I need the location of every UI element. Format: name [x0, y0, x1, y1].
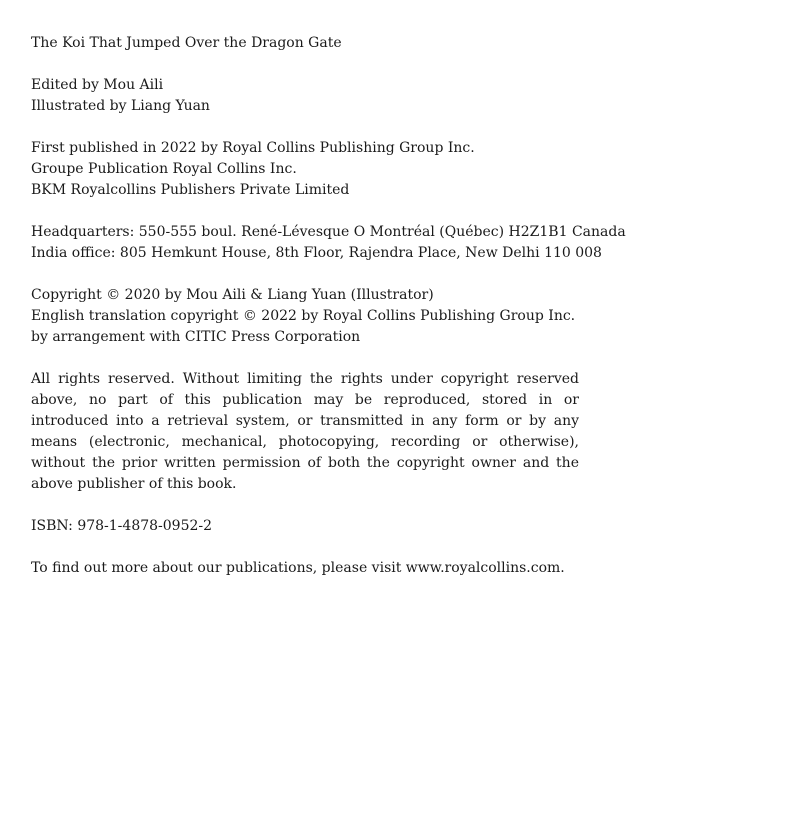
- credits-block: [31, 75, 579, 117]
- copyright-translation: English translation copyright © 2022 by Royal Collins Publishing Group Inc.: [31, 308, 576, 324]
- book-title: The Koi That Jumped Over the Dragon Gate: [31, 35, 342, 51]
- bkm-publisher-line: BKM Royalcollins Publishers Private Limited: [31, 182, 350, 198]
- copyright-block: [31, 285, 579, 348]
- more-info-line: To find out more about our publications, please visit www.royalcollins.com.: [31, 560, 565, 576]
- editor-credit: Edited by Mou Aili: [31, 77, 164, 93]
- copyright-page: [31, 33, 626, 600]
- headquarters-address: Headquarters: 550-555 boul. René-Lévesque O Montréal (Québec) H2Z1B1 Canada: [31, 224, 626, 240]
- rights-statement: All rights reserved. Without limiting the rights under copyright reserved above, no part of this publication may be reproduced, stored in or introduced into a retrieval system, or transmitted in any form or by any means (electronic, mechanical, photocopying, recording or otherwise), without the prior written permission of both the copyright owner and the above publisher of this book.: [31, 371, 579, 492]
- illustrator-credit: Illustrated by Liang Yuan: [31, 98, 210, 114]
- first-published-line: First published in 2022 by Royal Collins Publishing Group Inc.: [31, 140, 475, 156]
- more-info-block: [31, 558, 579, 579]
- isbn-block: [31, 516, 579, 537]
- isbn-line: ISBN: 978-1-4878-0952-2: [31, 518, 213, 534]
- groupe-publication-line: Groupe Publication Royal Collins Inc.: [31, 161, 297, 177]
- copyright-arrangement: by arrangement with CITIC Press Corporation: [31, 329, 361, 345]
- india-office-address: India office: 805 Hemkunt House, 8th Floor, Rajendra Place, New Delhi 110 008: [31, 245, 602, 261]
- publishers-block: [31, 138, 579, 201]
- copyright-original: Copyright © 2020 by Mou Aili & Liang Yuan (Illustrator): [31, 287, 434, 303]
- offices-block: [31, 222, 626, 264]
- title-block: [31, 33, 579, 54]
